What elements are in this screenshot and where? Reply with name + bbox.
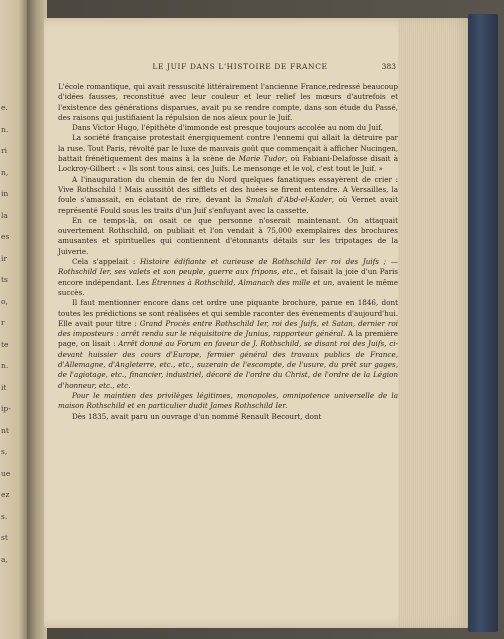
left-page-edge (0, 0, 27, 639)
left-page-fragment: es (1, 232, 10, 241)
paragraph-p8 (58, 391, 398, 412)
left-page-fragment: ri (1, 146, 7, 155)
paragraph-p3 (58, 133, 398, 174)
text-run: En ce temps-là, on osait ce que personne n'oserait maintenant. On attaquait ouvertement Rothschild, on publiait et l'on vendait à 75,000 exemplaires des brochures amusantes et spirituelles qui contiennent d'étonnants détails sur les tripotages de la Juiverie. (58, 215, 398, 256)
text-run: La société française protestait énergiquement contre l'ennemi qui allait la détruire par la ruse. Tout Paris, révolté par le luxe de mauvais goût que commençait à afficher Nucingen, battait frénétiquement des mains à la scène de (58, 133, 398, 164)
left-page-fragment: ts (1, 275, 8, 284)
text-run: Cela s'appelait : (72, 257, 141, 267)
left-page-fragment: ip- (1, 404, 11, 413)
text-run: A l'inauguration du chemin de fer du Nord quelques fanatiques essayèrent de crier : Vive Rothschild ! Mais aussitôt des sifflets et des huées se firent entendre. A Versailles, la foule s'amassait, en éclatant de rire, devant la (58, 174, 398, 205)
page-number: 383 (381, 62, 396, 71)
body-text (58, 82, 398, 422)
italic-text: Arrêt donné au Forum en faveur de J. Rothschild, se disant roi des Juifs, ci-devant huissier des cours d'Europe, fermier général des travaux publics de France, d'Allemagne, d'Angleterre, etc., etc., suzerain de l'escompte, de l'usure, du prêt sur gages, de l'agiotage, etc., financier, industriel, décoré de l'ordre du Christ, de l'ordre de la Légion d'honneur, etc., etc. (58, 339, 398, 390)
paragraph-p1 (58, 82, 398, 123)
left-page-fragment: ue (1, 468, 11, 478)
left-page-fragment: e. (1, 103, 8, 112)
left-page-fragment: o, (1, 296, 8, 306)
paragraph-p2 (58, 123, 398, 133)
left-page-fragment: it (1, 382, 7, 392)
italic-text: Smalah d'Abd-el-Kader (245, 195, 332, 205)
left-page-fragment: te (1, 339, 9, 349)
left-page-fragment: r (1, 318, 5, 327)
italic-text: Pour le maintien des privilèges légitimes, monopoles, omnipotence universelle de la maison Rothschild et en particulier dudit James Rothschild Ier. (58, 390, 398, 411)
text-run: Dans Victor Hugo, l'épithète d'immonde est presque toujours accolée au nom du Juif. (72, 123, 383, 133)
left-page-fragment: la (1, 210, 8, 220)
paragraph-p6 (58, 257, 398, 298)
left-page-fragment: n. (1, 124, 9, 134)
book-binding (468, 14, 498, 632)
header-title: LE JUIF DANS L'HISTOIRE DE FRANCE (152, 62, 328, 71)
italic-text: Histoire édifiante et curieuse de Rothschild Ier roi des Juifs ; — Rothschild Ier, ses valets et son peuple, guerre aux fripons, etc. (58, 257, 398, 277)
text-run: Dès 1835, avait paru un ouvrage d'un nommé Renault Becourt, dont (72, 411, 322, 421)
paragraph-p4 (58, 175, 398, 216)
paragraph-p9 (58, 412, 398, 422)
paragraph-p7 (58, 298, 398, 391)
left-page-fragment: s, (1, 447, 8, 456)
left-page-fragment: n, (1, 167, 9, 177)
left-page-fragment: n. (1, 361, 9, 370)
text-run: , où Fabiani-Delafosse disait à Lockroy-Gilbert : « Ils sont tous ainsi, ces Juifs. Le mensonge et le vol, c'est tout le Juif. » (58, 154, 398, 174)
left-page-fragment: s. (1, 511, 8, 521)
text-run: , avaient le même succès. (58, 277, 399, 297)
text-run: , et faisait la joie d'un Paris encore indépendant. Les (58, 267, 398, 287)
italic-text: Étrennes à Rothschild, Almanach des mille et un (151, 277, 333, 287)
paragraph-p5 (58, 216, 398, 257)
left-page-fragment: nt (1, 425, 9, 435)
left-page-fragment: a, (1, 554, 8, 564)
text-run: A la première page, on lisait : (58, 329, 398, 349)
text-run: Il faut mentionner encore dans cet ordre une piquante brochure, parue en 1846, dont toutes les prédictions se sont réalisées et qui semble raconter des événements d'aujourd'hui. Elle avait pour titre : (58, 298, 398, 328)
italic-text: Grand Procès entre Rothschild Ier, roi des Juifs, et Satan, dernier roi des imposteurs : arrêt rendu sur le réquisitoire de Junius, rapporteur général. (58, 318, 398, 339)
left-page-fragment: ir (1, 253, 7, 263)
left-page-fragment: ez (1, 490, 10, 499)
left-page-fragment: in (1, 189, 9, 198)
page-edges (398, 18, 468, 628)
italic-text: Marie Tudor (238, 154, 286, 164)
left-page-fragment: st (1, 533, 8, 542)
text-run: L'école romantique, qui avait ressuscité littérairement l'ancienne France,redressé beaucoup d'idées fausses, reconstitué avec leur couleur et leur relief les mœurs d'autrefois et l'existence des générations disparues, avait pu se rendre compte, dans son étude du Passé, des raisons qui justifiaient la répulsion de nos aïeux pour le Juif. (58, 82, 398, 122)
text-run: , où Vernet avait représenté Fould sous les traits d'un Juif s'enfuyant avec la cassette. (58, 195, 398, 215)
